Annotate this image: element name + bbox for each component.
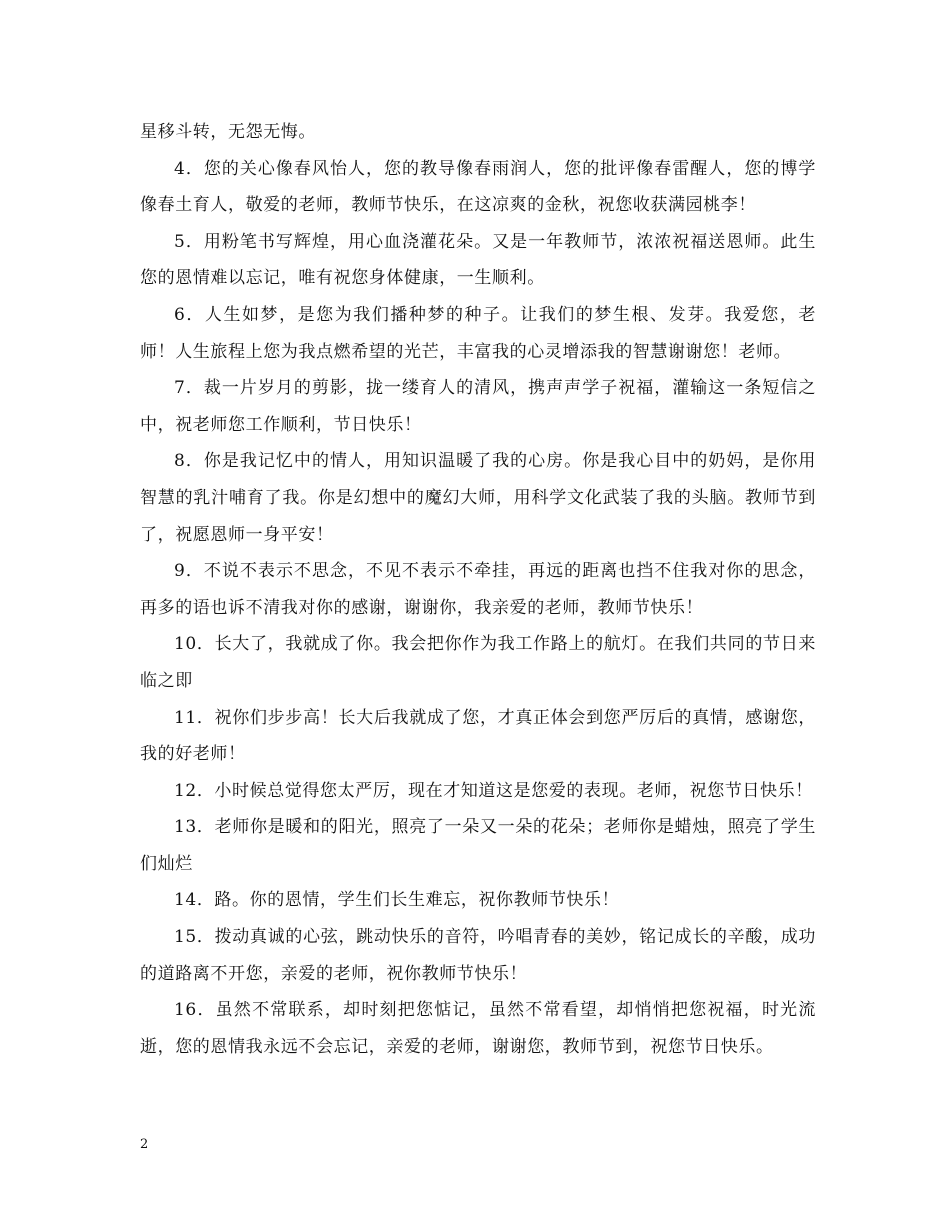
paragraph: 9．不说不表示不思念，不见不表示不牵挂，再远的距离也挡不住我对你的思念，再多的语也诉不清我对你的感谢，谢谢你，我亲爱的老师，教师节快乐！ <box>140 561 816 618</box>
paragraph: 14．路。你的恩情，学生们长生难忘，祝你教师节快乐！ <box>174 890 620 911</box>
paragraph: 5．用粉笔书写辉煌，用心血浇灌花朵。又是一年教师节，浓浓祝福送恩师。此生您的恩情难以忘记，唯有祝您身体健康，一生顺利。 <box>140 231 816 289</box>
paragraph: 4．您的关心像春风怡人，您的教导像春雨润人，您的批评像春雷醒人，您的博学像春土育人，敬爱的老师，教师节快乐，在这凉爽的金秋，祝您收获满园桃李！ <box>140 158 816 216</box>
paragraph: 16．虽然不常联系，却时刻把您惦记，虽然不常看望，却悄悄把您祝福，时光流逝，您的恩情我永远不会忘记，亲爱的老师，谢谢您，教师节到，祝您节日快乐。 <box>140 1000 816 1057</box>
page-number: 2 <box>140 1137 149 1152</box>
paragraph: 15．拨动真诚的心弦，跳动快乐的音符，吟唱青春的美妙，铭记成长的辛酸，成功的道路离不开您，亲爱的老师，祝你教师节快乐！ <box>140 927 816 984</box>
paragraph: 7．裁一片岁月的剪影，拢一缕育人的清风，携声声学子祝福，灌输这一条短信之中，祝老师您工作顺利，节日快乐！ <box>140 378 816 435</box>
paragraph: 12．小时候总觉得您太严厉，现在才知道这是您爱的表现。老师，祝您节日快乐！ <box>174 780 813 801</box>
paragraph: 8．你是我记忆中的情人，用知识温暖了我的心房。你是我心目中的奶妈，是你用智慧的乳汁哺育了我。你是幻想中的魔幻大师，用科学文化武装了我的头脑。教师节到了，祝愿恩师一身平安！ <box>140 451 816 545</box>
document-body <box>140 114 816 1065</box>
paragraph: 11．祝你们步步高！长大后我就成了您，才真正体会到您严厉后的真情，感谢您，我的好老师！ <box>140 707 816 765</box>
paragraph: 13．老师你是暖和的阳光，照亮了一朵又一朵的花朵；老师你是蜡烛，照亮了学生们灿烂 <box>140 817 816 874</box>
paragraph: 10．长大了，我就成了你。我会把你作为我工作路上的航灯。在我们共同的节日来临之即 <box>140 634 816 691</box>
paragraph: 6．人生如梦，是您为我们播种梦的种子。让我们的梦生根、发芽。我爱您，老师！人生旅程上您为我点燃希望的光芒，丰富我的心灵增添我的智慧谢谢您！老师。 <box>140 304 816 362</box>
paragraph: 星移斗转，无怨无悔。 <box>140 122 316 142</box>
